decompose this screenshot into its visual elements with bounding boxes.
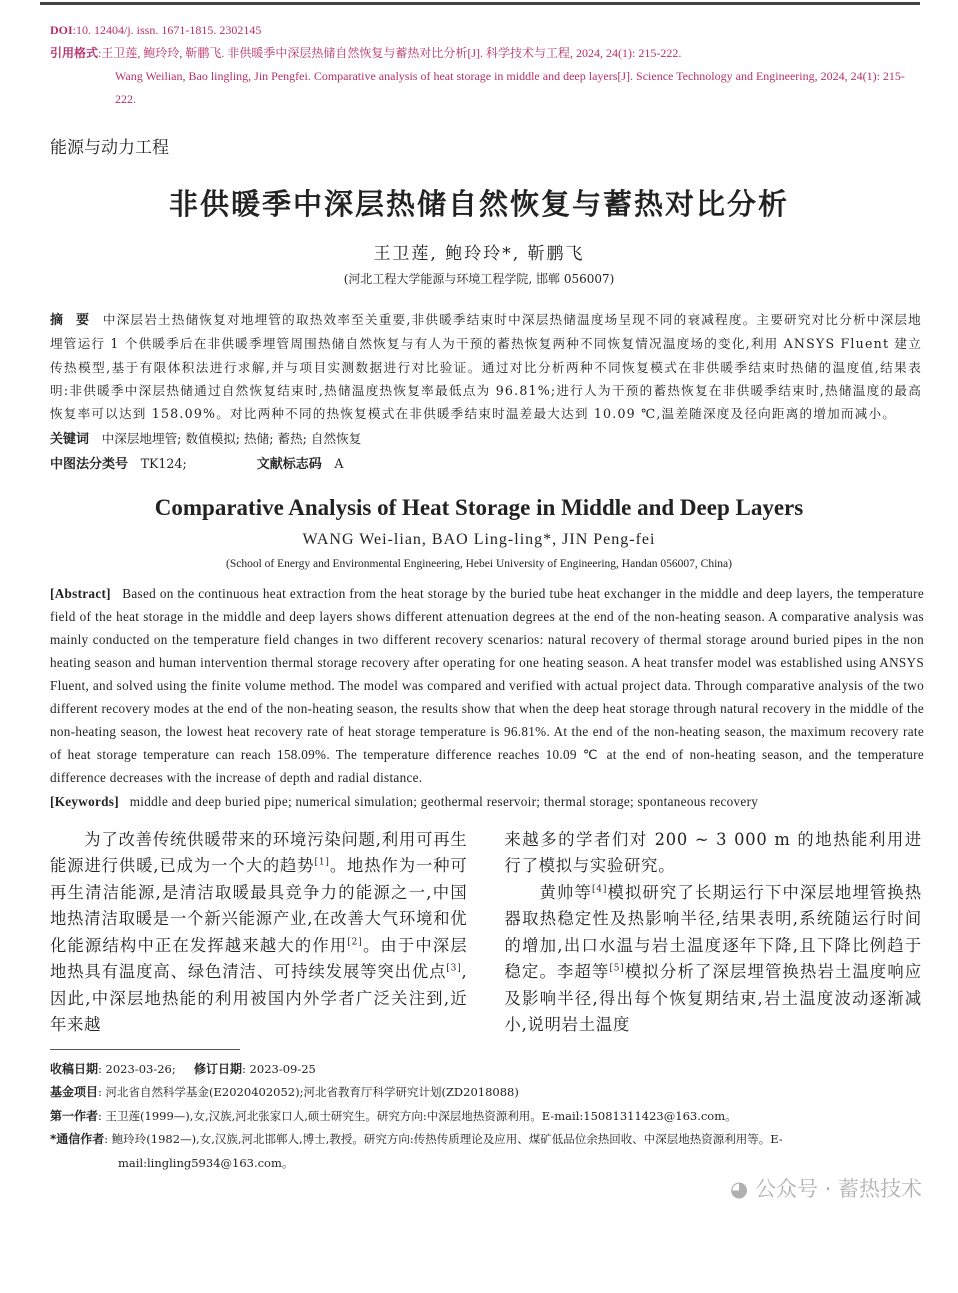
body-text: 黄帅等 — [539, 882, 592, 902]
clc-label: 中图法分类号 — [50, 457, 129, 473]
body-text: ,因此,中深层地热能的利用被国内外学者广泛关注到,近年来越 — [50, 962, 468, 1035]
citation-ref[interactable]: [5] — [609, 963, 625, 974]
citation-ref[interactable]: [4] — [591, 884, 608, 895]
body-columns — [50, 827, 922, 1039]
cn-abstract-text: 中深层岩土热储恢复对地埋管的取热效率至关重要,非供暖季结束时中深层热储温度场呈现不同的衰减程度。主要研究对比分析中深层地埋管运行 1 个供暖季后在非供暖季埋管周围热储自然恢复与有人为干预的蓄热恢复两种不同恢复情况温度场的变化,利用 ANSYS Fluent 建立传热模型,基于有限体积法进行求解,并与项目实测数据进行对比验证。通过对比分析两种不同恢复模式在非供暖季结束时热储的温度值,结果表明:非供暖季中深层热储通过自然恢复结束时,热储温度热恢复率最低点为 96.81%;进行人为干预的蓄热恢复在非供暖季结束时,热储温度的最高恢复率可以达到 158.09%。对比两种不同的热恢复模式在非供暖季结束时温差最大达到 10.09 ℃,温差随深度及径向距离的增加而减小。 — [50, 312, 922, 422]
cn-abstract — [50, 308, 922, 425]
revised-date: : 2023-09-25 — [242, 1061, 316, 1076]
corresponding-author-text: : 鲍玲玲(1982—),女,汉族,河北邯郸人,博士,教授。研究方向:传热传质理论及应用、煤矿低品位余热回收、中深层地热资源利用等。E-mail:lingling5934@163.com。 — [104, 1132, 783, 1170]
en-affiliation: (School of Energy and Environmental Engineering, Hebei University of Engineering, Handan 056007, China) — [226, 558, 732, 571]
first-author-label: 第一作者 — [50, 1108, 99, 1123]
footnotes — [50, 1058, 930, 1176]
doc-code-label: 文献标志码 — [256, 457, 322, 473]
citation-ref[interactable]: [1] — [314, 857, 330, 868]
footnote-rule — [50, 1049, 240, 1050]
en-keywords-text: middle and deep buried pipe; numerical simulation; geothermal reservoir; thermal storage; spontaneous recovery — [129, 793, 759, 809]
en-abstract-label: [Abstract] — [50, 586, 111, 602]
doi-label: DOI — [50, 23, 73, 37]
body-text: 。由于中深层地热具有温度高、绿色清洁、可持续发展等突出优点 — [50, 935, 468, 982]
fund-text: : 河北省自然科学基金(E2020402052);河北省教育厅科学研究计划(ZD2018088) — [98, 1085, 519, 1100]
affiliation: (河北工程大学能源与环境工程学院, 邯郸 056007) — [343, 272, 615, 286]
paper-page — [0, 2, 958, 1209]
body-text: 来越多的学者们对 200 ~ 3 000 m 的地热能利用进行了模拟与实验研究。 — [504, 829, 922, 876]
citation — [50, 42, 925, 111]
citation-ref[interactable]: [2] — [347, 937, 363, 948]
revised-label: 修订日期 — [194, 1061, 243, 1076]
body-text: 。地热作为一种可再生清洁能源,是清洁取暖最具竞争力的能源之一,中国地热清洁取暖是一个新兴能源产业,在改善大气环境和优化能源结构中正在发挥越来越大的作用 — [50, 856, 468, 955]
doi-value: :10. 12404/j. issn. 1671-1815. 2302145 — [72, 23, 262, 37]
en-title: Comparative Analysis of Heat Storage in Middle and Deep Layers — [154, 495, 804, 521]
en-authors: WANG Wei-lian, BAO Ling-ling*, JIN Peng-fei — [302, 531, 656, 549]
citation-en: Wang Weilian, Bao lingling, Jin Pengfei. Comparative analysis of heat storage in middle and deep layers[J]. Science Technology and Engineering, 2024, 24(1): 215-222. — [115, 69, 905, 106]
received-label: 收稿日期 — [50, 1061, 99, 1076]
body-text: 模拟分析了深层埋管换热岩土温度响应及影响半径,得出每个恢复期结束,岩土温度波动逐渐减小,说明岩土温度 — [504, 962, 922, 1035]
citation-cn: :王卫莲, 鲍玲玲, 靳鹏飞. 非供暖季中深层热储自然恢复与蓄热对比分析[J]. 科学技术与工程, 2024, 24(1): 215-222. — [98, 46, 682, 60]
citation-label: 引用格式 — [50, 46, 99, 60]
keywords-label: 关键词 — [50, 432, 90, 448]
received-date: : 2023-03-26; — [98, 1061, 176, 1076]
authors: 王卫莲, 鲍玲玲*, 靳鹏飞 — [373, 244, 585, 264]
cn-keywords — [50, 427, 922, 452]
doc-code-value: A — [334, 456, 344, 472]
watermark-text: 公众号 · 蓄热技术 — [754, 1177, 922, 1202]
doi-line — [50, 19, 925, 42]
section-heading: 能源与动力工程 — [50, 138, 169, 158]
classification — [50, 452, 922, 477]
citation-ref[interactable]: [3] — [446, 963, 462, 974]
body-column-right — [505, 827, 923, 1039]
header-rule — [40, 2, 920, 5]
cn-abstract-label: 摘 要 — [50, 313, 90, 328]
keywords-text: 中深层地埋管; 数值模拟; 热储; 蓄热; 自然恢复 — [101, 431, 362, 447]
en-abstract-text: Based on the continuous heat extraction from the heat storage by the buried tube heat exchanger in the middle and deep layers, the temperature field of the heat storage in the middle and deep layers shows different attenuation degrees at the end of the non-heating season. A comparative analysis was mainly conducted on the temperature field changes in two different recovery scenarios: natural recovery of thermal storage around buried pipes in the non heating season and human intervention thermal storage recovery after operating for one heating season. A heat transfer model was established using ANSYS Fluent, and solved using the finite volume method. The model was compared and verified with actual project data. Through comparative analysis of the two different recovery modes at the end of the non-heating season, the results show that when the deep heat storage through natural recovery in the middle of the non-heating season, the lowest heat recovery rate of heat storage temperature is 96.81%. At the end of the non-heating season, the maximum recovery rate of heat storage temperature can reach 158.09%. The temperature difference reaches 10.09 ℃ at the end of non-heating season, and the temperature difference decreases with the increase of depth and radial distance. — [50, 586, 924, 785]
paper-title: 非供暖季中深层热储自然恢复与蓄热对比分析 — [168, 187, 789, 221]
en-abstract — [50, 583, 924, 789]
clc-value: TK124; — [140, 456, 187, 472]
first-author-text: : 王卫莲(1999—),女,汉族,河北张家口人,硕士研究生。研究方向:中深层地热资源利用。E-mail:15081311423@163.com。 — [98, 1108, 737, 1123]
wechat-icon: ◕ — [729, 1177, 755, 1202]
body-text: 为了改善传统供暖带来的环境污染问题,利用可再生能源进行供暖,已成为一个大的趋势 — [50, 829, 468, 876]
corresponding-author-label: *通信作者 — [50, 1132, 105, 1147]
watermark — [50, 1175, 922, 1203]
body-text: 模拟研究了长期运行下中深层地埋管换热器取热稳定性及热影响半径,结果表明,系统随运行时间的增加,出口水温与岩土温度逐年下降,且下降比例趋于稳定。李超等 — [504, 882, 923, 982]
body-column-left — [50, 827, 468, 1039]
fund-label: 基金项目 — [50, 1085, 99, 1100]
en-keywords — [50, 790, 922, 813]
en-keywords-label: [Keywords] — [50, 793, 119, 809]
